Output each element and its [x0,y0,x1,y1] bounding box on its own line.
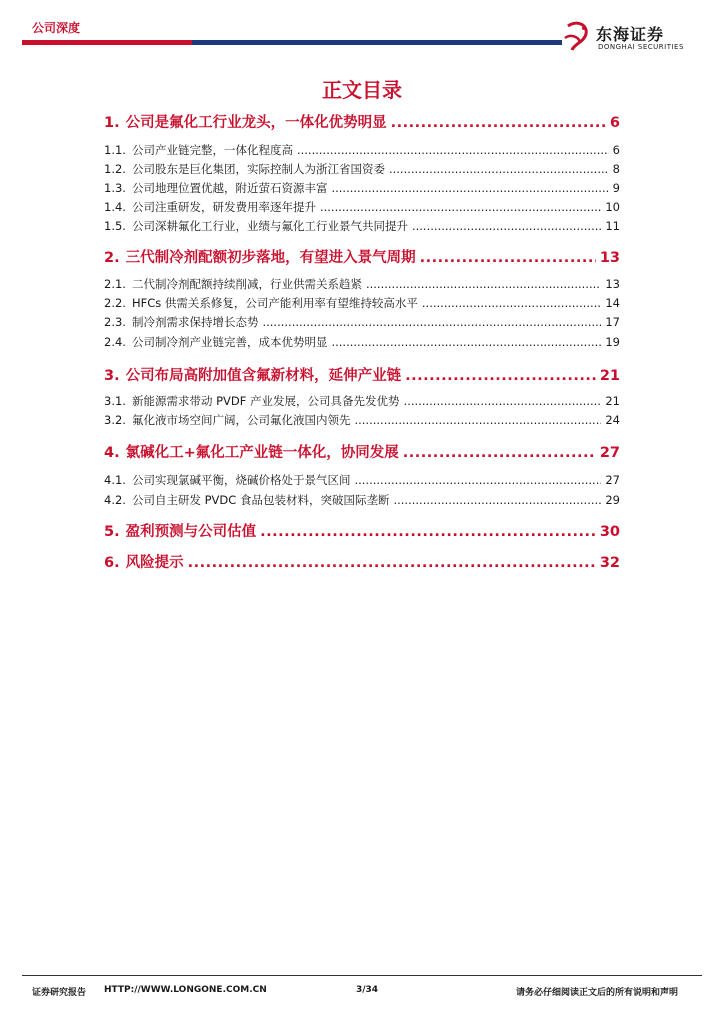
toc-section-entry[interactable] [104,334,620,350]
toc-entry-number: 3.2. [104,413,126,427]
toc-entry-title: HFCs 供需关系修复，公司产能利用率有望维持较高水平 [131,296,418,310]
toc-chapter-entry[interactable] [104,441,620,462]
toc-dot-leader [331,335,601,349]
toc-entry-title: 公司深耕氟化工行业，业绩与氟化工行业景气共同提升 [131,219,408,233]
toc-entry-number: 1.5. [104,219,126,233]
toc-entry-number: 2.4. [104,335,126,349]
toc-dot-leader [393,493,601,507]
toc-entry-title: 盈利预测与公司估值 [125,524,257,540]
donghai-crane-logo-icon [562,20,592,54]
toc-dot-leader [404,394,602,408]
toc-entry-number: 5. [104,524,120,540]
toc-chapter-entry[interactable] [104,520,620,541]
toc-dot-leader [366,277,601,291]
toc-dot-leader [391,115,606,131]
header-bar [22,40,562,45]
toc-entry-title: 公司是氟化工行业龙头，一体化优势明显 [125,115,387,131]
toc-entry-number: 3.1. [104,394,126,408]
toc-entry-title: 公司自主研发 PVDC 食品包装材料，突破国际垄断 [131,493,390,507]
toc-section-entry[interactable] [104,161,620,177]
toc-chapter-entry[interactable] [104,364,620,385]
toc-entry-title: 公司实现氯碱平衡，烧碱价格处于景气区间 [131,473,351,487]
toc-entry-title: 三代制冷剂配额初步落地，有望进入景气周期 [125,250,416,266]
toc-entry-page: 32 [599,555,620,571]
footer-page-number: 3/34 [356,985,379,995]
toc-entry-title: 公司股东是巨化集团，实际控制人为浙江省国资委 [131,162,385,176]
toc-section-entry[interactable] [104,472,620,488]
toc-dot-leader [262,315,601,329]
toc-entry-page: 6 [612,143,620,157]
toc-dot-leader [422,296,601,310]
toc-entry-number: 1.4. [104,200,126,214]
toc-entry-number: 4. [104,445,120,461]
toc-entry-number: 6. [104,555,120,571]
toc-entry-title: 风险提示 [125,555,184,571]
toc-entry-title: 公司产业链完整，一体化程度高 [131,143,293,157]
toc-entry-number: 1.3. [104,181,126,195]
toc-entry-number: 1.1. [104,143,126,157]
toc-entry-title: 公司布局高附加值含氟新材料，延伸产业链 [125,368,402,384]
logo-text-en: DONGHAI SECURITIES [598,43,684,51]
toc-chapter-entry[interactable] [104,246,620,267]
toc-dot-leader [354,413,601,427]
toc-entry-page: 27 [599,445,620,461]
toc-entry-number: 4.1. [104,473,126,487]
toc-dot-leader [389,162,609,176]
toc-entry-page: 13 [599,250,620,266]
toc-entry-number: 2. [104,250,120,266]
toc-entry-title: 二代制冷剂配额持续削减，行业供需关系趋紧 [131,277,362,291]
toc-entry-number: 2.2. [104,296,126,310]
toc-dot-leader [403,445,596,461]
toc-entry-page: 29 [605,493,620,507]
toc-entry-title: 新能源需求带动 PVDF 产业发展，公司具备先发优势 [131,394,400,408]
toc-entry-title: 制冷剂需求保持增长态势 [131,315,259,329]
section-label: 公司深度 [32,21,81,35]
toc-section-entry[interactable] [104,276,620,292]
toc-section-entry[interactable] [104,142,620,158]
toc-entry-page: 21 [599,368,620,384]
footer-url[interactable]: HTTP://WWW.LONGONE.COM.CN [104,985,267,995]
toc-entry-page: 19 [605,335,620,349]
footer-report-type: 证券研究报告 [32,988,87,998]
toc-entry-title: 氟化液市场空间广阔，公司氟化液国内领先 [131,413,351,427]
toc-dot-leader [297,143,609,157]
footer-divider [22,975,702,976]
toc-dot-leader [188,555,596,571]
toc-entry-number: 2.1. [104,277,126,291]
toc-entry-title: 公司地理位置优越，附近萤石资源丰富 [131,181,328,195]
toc-entry-number: 3. [104,368,120,384]
toc-entry-page: 11 [605,219,620,233]
toc-entry-page: 21 [605,394,620,408]
toc-entry-page: 10 [605,200,620,214]
toc-dot-leader [320,200,601,214]
toc-entry-page: 17 [605,315,620,329]
toc-section-entry[interactable] [104,393,620,409]
toc-dot-leader [354,473,601,487]
toc-entry-page: 24 [605,413,620,427]
toc-entry-title: 公司注重研发，研发费用率逐年提升 [131,200,316,214]
toc-dot-leader [260,524,596,540]
toc-section-entry[interactable] [104,295,620,311]
toc-entry-page: 30 [599,524,620,540]
toc-entry-number: 1.2. [104,162,126,176]
toc-section-entry[interactable] [104,199,620,215]
toc-chapter-entry[interactable] [104,551,620,572]
toc-dot-leader [412,219,601,233]
toc-section-entry[interactable] [104,218,620,234]
toc-entry-page: 6 [609,115,620,131]
toc-entry-number: 1. [104,115,120,131]
toc-dot-leader [405,368,596,384]
toc-title: 正文目录 [322,78,402,102]
toc-section-entry[interactable] [104,180,620,196]
toc-entry-page: 13 [605,277,620,291]
toc-entry-page: 9 [612,181,620,195]
toc-entry-page: 14 [605,296,620,310]
toc-entry-page: 8 [612,162,620,176]
header-bar-blue [192,40,562,45]
header-bar-red [22,40,192,45]
company-logo [562,20,702,56]
toc-section-entry[interactable] [104,412,620,428]
toc-entry-page: 27 [605,473,620,487]
toc-entry-title: 公司制冷剂产业链完善，成本优势明显 [131,335,328,349]
footer-disclaimer: 请务必仔细阅读正文后的所有说明和声明 [516,988,679,998]
toc-entry-number: 2.3. [104,315,126,329]
toc-entry-number: 4.2. [104,493,126,507]
toc-dot-leader [331,181,608,195]
toc-section-entry[interactable] [104,492,620,508]
logo-text-cn: 东海证券 [596,25,665,44]
toc-chapter-entry[interactable] [104,111,620,132]
toc-dot-leader [420,250,596,266]
toc-entry-title: 氯碱化工+氟化工产业链一体化，协同发展 [125,445,399,461]
toc-section-entry[interactable] [104,314,620,330]
